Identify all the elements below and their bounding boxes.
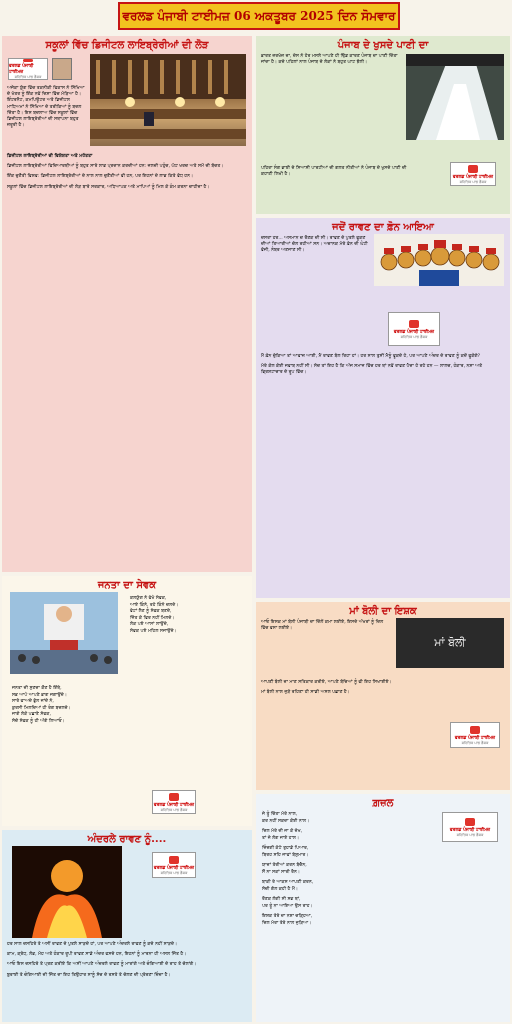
chalkboard-text: ਮਾਂ ਬੋਲੀ	[434, 636, 466, 649]
library-paragraph: ਇੱਕ ਚੁਣੌਤੀ ਵਿਸ਼ਵ: ਡਿਜੀਟਲ ਲਾਇਬ੍ਰੇਰੀਆਂ ਦੇ ਨਾਲ ਨਾਲ ਚੁਣੌਤੀਆਂ ਵੀ ਹਨ, ਪਰ ਇਹਨਾਂ ਦੇ ਲਾਭ ਕਿਤੇ ਵੱਧ ਹਨ।	[7, 174, 194, 180]
library-logo	[8, 58, 48, 80]
phone-ravan-logo	[388, 312, 440, 346]
andar-ravan-paragraph: ਆਓ ਇਸ ਦਸਹਿਰੇ ਤੇ ਪ੍ਰਣ ਕਰੀਏ ਕਿ ਅਸੀਂ ਆਪਣੇ ਅੰਦਰਲੇ ਰਾਵਣ ਨੂੰ ਮਾਰਾਂਗੇ ਅਤੇ ਚੰਗਿਆਈ ਦੇ ਰਾਹ ਤੇ ਚੱਲਾਂਗੇ।	[7, 962, 197, 968]
andar-ravan-paragraph: ਬੁਰਾਈ ਤੇ ਚੰਗਿਆਈ ਦੀ ਜਿੱਤ ਦਾ ਇਹ ਤਿਉਹਾਰ ਸਾਨੂੰ ਸੱਚ ਦੇ ਰਸਤੇ ਤੇ ਚੱਲਣ ਦੀ ਪ੍ਰੇਰਣਾ ਦਿੰਦਾ ਹੈ।	[7, 972, 171, 978]
phone-ravan-paragraph: ਮੈਂ ਫ਼ੋਨ ਚੁੱਕਿਆ ਤਾਂ ਆਵਾਜ਼ ਆਈ, ਮੈਂ ਰਾਵਣ ਬੋਲ ਰਿਹਾ ਹਾਂ। ਹਰ ਸਾਲ ਤੁਸੀਂ ਮੈਨੂੰ ਫੂਕਦੇ ਹੋ, ਪਰ ਆਪਣੇ ਅੰਦਰ ਦੇ ਰਾਵਣ ਨੂੰ ਕਦੋਂ ਫੂਕੋਗੇ?	[261, 354, 481, 359]
article-ghazal-title: ਗ਼ਜ਼ਲ	[372, 798, 394, 809]
library-paragraph: ਡਿਜੀਟਲ ਲਾਇਬ੍ਰੇਰੀਆਂ ਵਿਦਿਆਰਥੀਆਂ ਨੂੰ ਬਹੁਤ ਸਾਰੇ ਲਾਭ ਪ੍ਰਦਾਨ ਕਰਦੀਆਂ ਹਨ: ਜਲਦੀ ਪਹੁੰਚ, ਘੱਟ ਖਰਚ ਅਤੇ ਸਮੇਂ ਦੀ ਬੱਚਤ।	[7, 164, 224, 170]
article-punjab-water-title: ਪੰਜਾਬ ਦੇ ਖੁਸਦੇ ਪਾਣੀ ਦਾ	[337, 40, 429, 51]
article-andar-ravan	[2, 830, 252, 1022]
masthead-title: ਵਰਲਡ ਪੰਜਾਬੀ ਟਾਈਮਜ਼ 06 ਅਕਤੂਬਰ 2025 ਦਿਨ ਸੋਮਵਾਰ	[122, 8, 396, 23]
maa-boli-paragraph: ਆਪਣੀ ਬੋਲੀ ਦਾ ਮਾਣ ਸਤਿਕਾਰ ਕਰੀਏ, ਆਪਣੇ ਬੱਚਿਆਂ ਨੂੰ ਵੀ ਇਹ ਸਿਖਾਈਏ।	[261, 680, 392, 685]
punjab-water-paragraph: ਪਹਿਰਾ ਸੰਗ ਭਾਈ ਦੇ ਸਿਆਸੀ ਪਾਰਟੀਆਂ ਦੀ ਗਲਤ ਨੀਤੀਆਂ ਨੇ ਪੰਜਾਬ ਦੇ ਖੁਸਦੇ ਪਾਣੀ ਦੀ ਕਹਾਣੀ ਲਿਖੀ ਹੈ।	[261, 166, 407, 178]
janta-poem-line: ਕਲਯੁੱਗ ਨੇ ਵੇਖੋ ਸੇਵਕ,	[130, 596, 167, 601]
ghazal-line: ਸੌਂ ਨਾ ਸਕਾਂ ਸਾਰੀ ਰੈਨ।	[262, 869, 300, 875]
logo-mark-icon	[470, 726, 480, 734]
janta-poem-line: ਜਨਤਾ ਦੀ ਸੁਣਦਾ ਕੌਣ ਹੈ ਇੱਥੇ,	[12, 686, 62, 691]
ghazal-line: ਬਾਕੀ ਰੇ ਆਕਸ ਆਪਣੀ ਕਰਨ,	[262, 880, 314, 885]
masthead-banner	[118, 2, 400, 30]
janta-poem-line: ਵੋਟਾਂ ਲੈਣ ਨੂੰ ਸੇਵਕ ਬਣਦੇ,	[130, 609, 172, 614]
logo-tagline: ਸਹਿਤਿਕ ਪਾਠ ਡੈਸਕ	[456, 832, 484, 837]
logo-tagline: ਸਹਿਤਿਕ ਪਾਠ ਡੈਸਕ	[160, 807, 188, 812]
ghazal-line: ਰੌਣਕ ਲੱਗੀ ਸੀ ਸਭ ਥਾਂ,	[262, 897, 301, 902]
logo-name: ਵਰਲਡ ਪੰਜਾਬੀ ਟਾਈਮਜ਼	[153, 865, 195, 871]
cartoon-illustration	[10, 592, 118, 674]
logo-tagline: ਸਹਿਤਿਕ ਪਾਠ ਡੈਸਕ	[459, 179, 487, 184]
janta-poem-line: ਸੱਚੇ ਸੇਵਕ ਨੂੰ ਹੀ ਅੱਗੇ ਲਿਆਓ।	[12, 718, 65, 724]
janta-poem-line: ਲੋਕ ਪਏ ਆਸਾਂ ਲਾਉਂਦੇ,	[130, 622, 169, 627]
ghazal-line: ਤਾਂ ਜੋ ਲੱਗ ਜਾਏ ਹਾਲ।	[262, 835, 300, 841]
logo-mark-icon	[169, 793, 179, 801]
ghazal-line: ਦਿਲ ਮੇਰਾ ਤੇਰੇ ਨਾਲ ਜੁੜਿਆ।	[262, 920, 312, 926]
logo-name: ਵਰਲਡ ਪੰਜਾਬੀ ਟਾਈਮਜ਼	[9, 64, 34, 75]
article-punjab-water	[256, 36, 510, 214]
maa-boli-paragraph: ਮਾਂ ਬੋਲੀ ਨਾਲ ਜੁੜੇ ਰਹਿਣਾ ਹੀ ਸਾਡੀ ਅਸਲ ਪਛਾਣ ਹੈ।	[261, 690, 350, 696]
waterfall-photo	[406, 54, 504, 140]
article-ghazal	[256, 794, 510, 1022]
logo-mark-icon	[409, 320, 419, 328]
author-photo	[52, 58, 72, 80]
phone-ravan-paragraph: ਮੇਰੇ ਕੋਲ ਕੋਈ ਜਵਾਬ ਨਹੀਂ ਸੀ। ਸੱਚ ਤਾਂ ਇਹ ਹੈ ਕਿ ਅੱਜ ਸਮਾਜ ਵਿੱਚ ਹਰ ਥਾਂ ਨਵੇਂ ਰਾਵਣ ਪੈਦਾ ਹੋ ਰਹੇ ਹਨ — ਲਾਲਚ, ਹੰਕਾਰ, ਨਸ਼ਾ ਅਤੇ ਭ੍ਰਿਸ਼ਟਾਚਾਰ ਦੇ ਰੂਪ ਵਿੱਚ।	[261, 364, 483, 376]
ghazal-line: ਇਸ਼ਕ ਤੇਰੇ ਦਾ ਨਸ਼ਾ ਚੜ੍ਹਿਆ,	[262, 914, 313, 919]
logo-mark-icon	[465, 818, 475, 826]
library-paragraph: ਅਜੋਕਾ ਯੁੱਗ ਵਿੱਚ ਤਕਨੀਕੀ ਵਿਕਾਸ ਨੇ ਸਿੱਖਿਆ ਦੇ ਖੇਤਰ ਨੂੰ ਇੱਕ ਨਵੇਂ ਦਿਸ਼ਾ ਵਿੱਚ ਮੋੜਿਆ ਹੈ। ਇੰਟਰਨੈਟ, ਕਮਪਿਊਟਰ ਅਤੇ ਡਿਜੀਟਲ ਮਾਧਿਅਮਾਂ ਨੇ ਸਿੱਖਿਆ ਦੇ ਤਰੀਕਿਆਂ ਨੂੰ ਬਦਲ ਦਿੱਤਾ ਹੈ। ਇਸ ਬਦਲਾਅ ਵਿੱਚ ਸਕੂਲਾਂ ਵਿੱਚ ਡਿਜੀਟਲ ਲਾਇਬ੍ਰੇਰੀਆਂ ਦੀ ਸਥਾਪਨਾ ਬਹੁਤ ਜ਼ਰੂਰੀ ਹੈ।	[7, 86, 85, 129]
ghazal-line: ਸੱਚੀ ਗੱਲ ਕਹੀ ਹੈ ਮੈਂ।	[262, 886, 298, 892]
janta-poem-line: ਆਏ ਕਿੰਨੇ, ਰਹੇ ਕਿੰਨੇ ਚਲਦੇ।	[130, 602, 179, 608]
logo-name: ਵਰਲਡ ਪੰਜਾਬੀ ਟਾਈਮਜ਼	[153, 802, 195, 808]
logo-mark-icon	[23, 59, 33, 62]
logo-name: ਵਰਲਡ ਪੰਜਾਬੀ ਟਾਈਮਜ਼	[452, 174, 494, 180]
phone-ravan-paragraph: ਦਸਰਾ ਹਰ... ਅਸਮਾਨ ਚ ਰੌਣਕ ਦੀ ਸੀ। ਰਾਵਣ ਦੇ ਪੁਤਲੇ ਫੂਕਣ ਦੀਆਂ ਤਿਆਰੀਆਂ ਚੱਲ ਰਹੀਆਂ ਸਨ। ਅਚਾਨਕ ਮੇਰੇ ਫ਼ੋਨ ਦੀ ਘੰਟੀ ਵੱਜੀ, ਨੰਬਰ ਅਣਜਾਣ ਸੀ।	[261, 236, 368, 254]
ravan-effigy-image	[374, 234, 504, 286]
article-maa-boli-title: ਮਾਂ ਬੋਲੀ ਦਾ ਇਸ਼ਕ	[349, 606, 417, 617]
logo-tagline: ਸਹਿਤਿਕ ਪਾਠ ਡੈਸਕ	[14, 75, 42, 79]
article-janta-sevak-title: ਜਨਤਾ ਦਾ ਸੇਵਕ	[97, 580, 157, 591]
logo-tagline: ਸਹਿਤਿਕ ਪਾਠ ਡੈਸਕ	[160, 870, 188, 875]
janta-logo	[152, 790, 196, 814]
logo-tagline: ਸਹਿਤਿਕ ਪਾਠ ਡੈਸਕ	[400, 334, 428, 339]
article-maa-boli	[256, 602, 510, 790]
ghazal-line: ਪਰ ਤੂੰ ਨਾ ਆਇਆ ਉਸ ਰਾਹ।	[262, 903, 313, 909]
janta-poem-line: ਸਭ ਆਪੋ ਆਪਣੇ ਭਾਗ ਜਗਾਉਂਦੇ।	[12, 692, 67, 698]
library-subheading: ਡਿਜੀਟਲ ਲਾਇਬ੍ਰੇਰੀਆਂ ਦੀ ਵਿਸ਼ੇਸ਼ਤਾ ਅਤੇ ਮਹੱਤਤਾ	[7, 154, 93, 159]
article-janta-sevak	[2, 576, 252, 826]
andar-ravan-paragraph: ਹਰ ਸਾਲ ਦਸਹਿਰੇ ਤੇ ਅਸੀਂ ਰਾਵਣ ਦੇ ਪੁਤਲੇ ਸਾੜਦੇ ਹਾਂ, ਪਰ ਆਪਣੇ ਅੰਦਰਲੇ ਰਾਵਣ ਨੂੰ ਕਦੇ ਨਹੀਂ ਸਾੜਦੇ।	[7, 942, 178, 947]
janta-poem-line: ਸੇਵਕ ਪਏ ਮਹਿਲ ਸਜਾਉਂਦੇ।	[130, 628, 177, 634]
article-phone-ravan-title: ਜਦੋਂ ਰਾਵਣ ਦਾ ਫ਼ੋਨ ਆਇਆ	[332, 222, 434, 233]
library-paragraph: ਸਕੂਲਾਂ ਵਿੱਚ ਡਿਜੀਟਲ ਲਾਇਬ੍ਰੇਰੀਆਂ ਦੀ ਲੋੜ ਬਾਰੇ ਸਰਕਾਰ, ਅਧਿਆਪਕ ਅਤੇ ਮਾਪਿਆਂ ਨੂੰ ਮਿਲ ਕੇ ਕੰਮ ਕਰਨਾ ਚਾਹੀਦਾ ਹੈ।	[7, 184, 210, 190]
logo-name: ਵਰਲਡ ਪੰਜਾਬੀ ਟਾਈਮਜ਼	[393, 329, 435, 335]
janta-poem-line: ਜਿੱਤ ਕੇ ਫਿਰ ਨਹੀਂ ਮਿਲਦੇ।	[130, 615, 175, 621]
janta-poem-line: ਕੁਰਸੀ ਮਿਲਦਿਆਂ ਹੀ ਰੰਗ ਬਦਲਦੇ।	[12, 705, 71, 711]
logo-mark-icon	[468, 165, 478, 173]
maa-boli-logo	[450, 722, 500, 748]
logo-tagline: ਸਹਿਤਿਕ ਪਾਠ ਡੈਸਕ	[461, 740, 489, 745]
burning-effigy-photo	[12, 846, 122, 938]
ghazal-line: ਯਾਦਾਂ ਤੇਰੀਆਂ ਕਰਨ ਬੇਚੈਨ,	[262, 863, 307, 868]
ghazal-logo	[442, 812, 498, 842]
library-photo	[90, 54, 246, 146]
punjab-water-logo	[450, 162, 496, 186]
logo-name: ਵਰਲਡ ਪੰਜਾਬੀ ਟਾਈਮਜ਼	[454, 735, 496, 741]
janta-poem-line: ਜਾਗੋ ਲੋਕੋ ਪਛਾਣੋ ਸੇਵਕ,	[12, 712, 51, 717]
andar-ravan-paragraph: ਕਾਮ, ਕ੍ਰੋਧ, ਲੋਭ, ਮੋਹ ਅਤੇ ਹੰਕਾਰ ਰੂਪੀ ਰਾਵਣ ਸਾਡੇ ਅੰਦਰ ਵਸਦੇ ਹਨ, ਇਹਨਾਂ ਨੂੰ ਮਾਰਨਾ ਹੀ ਅਸਲ ਜਿੱਤ ਹੈ।	[7, 952, 187, 958]
maa-boli-paragraph: ਆਓ ਇਸਕ ਮਾਂ ਬੋਲੀ ਪੰਜਾਬੀ ਦਾ ਦਿੱਲੋਂ ਕਮਾ ਲਈਏ, ਇਸਦੇ ਅੱਖਰਾਂ ਨੂੰ ਦਿਲ ਵਿੱਚ ਵਸਾ ਲਈਏ।	[261, 620, 384, 632]
article-phone-ravan	[256, 218, 510, 598]
logo-mark-icon	[169, 856, 179, 864]
ghazal-line: ਜ਼ਿੰਦਗੀ ਕੱਟੇ ਤੁਹਾਡੇ ਪਿਆਰ,	[262, 846, 309, 851]
ghazal-line: ਕਰ ਨਹੀਂ ਸਕਦਾ ਕੋਈ ਨਾਲ।	[262, 818, 310, 824]
ghazal-line: ਬਿਰਹ ਸਹਿ ਜਾਵਾਂ ਬੇਸ਼ੁਮਾਰ।	[262, 852, 309, 858]
article-library-title: ਸਕੂਲਾਂ ਵਿੱਚ ਡਿਜੀਟਲ ਲਾਇਬ੍ਰੇਰੀਆਂ ਦੀ ਲੋੜ	[45, 40, 209, 51]
ghazal-line: ਜੋ ਤੂੰ ਚਿੱਤਾ ਮੇਰੇ ਨਾਲ,	[262, 812, 298, 817]
janta-poem-line: ਸਾਰੇ ਵਾਅਦੇ ਭੁੱਲ ਜਾਂਦੇ ਨੇ,	[12, 699, 54, 704]
ghazal-line: ਦਿਲ ਮੇਰੇ ਦੀ ਜਾ ਕੇ ਦੇਖ,	[262, 829, 303, 834]
andar-ravan-logo	[152, 852, 196, 878]
logo-name: ਵਰਲਡ ਪੰਜਾਬੀ ਟਾਈਮਜ਼	[449, 827, 491, 833]
chalkboard-image	[396, 618, 504, 668]
punjab-water-paragraph: ਭਾਰਤ ਜ਼ਰਖੇਜ਼ ਦਾ, ਦੇਸ ਨੇ ਹੋਰ ਮਸਲੇ ਆਪਣੇ ਹੀ ਢਿੱਡ ਕਾਰਣ ਪੰਜਾਬ ਦਾ ਪਾਣੀ ਦਿੱਤਾ ਜਾਂਦਾ ਹੈ। ਕਦੇ ਪਹਿਲਾਂ ਨਾਲ ਪੰਜਾਬ ਦੇ ਲੋਕਾਂ ਨੇ ਬਹੁਤ ਘਾਟ ਝੱਲੀ।	[261, 54, 398, 66]
article-library	[2, 36, 252, 572]
article-andar-ravan-title: ਅੰਦਰਲੇ ਰਾਵਣ ਨੂੰ....	[87, 834, 167, 845]
